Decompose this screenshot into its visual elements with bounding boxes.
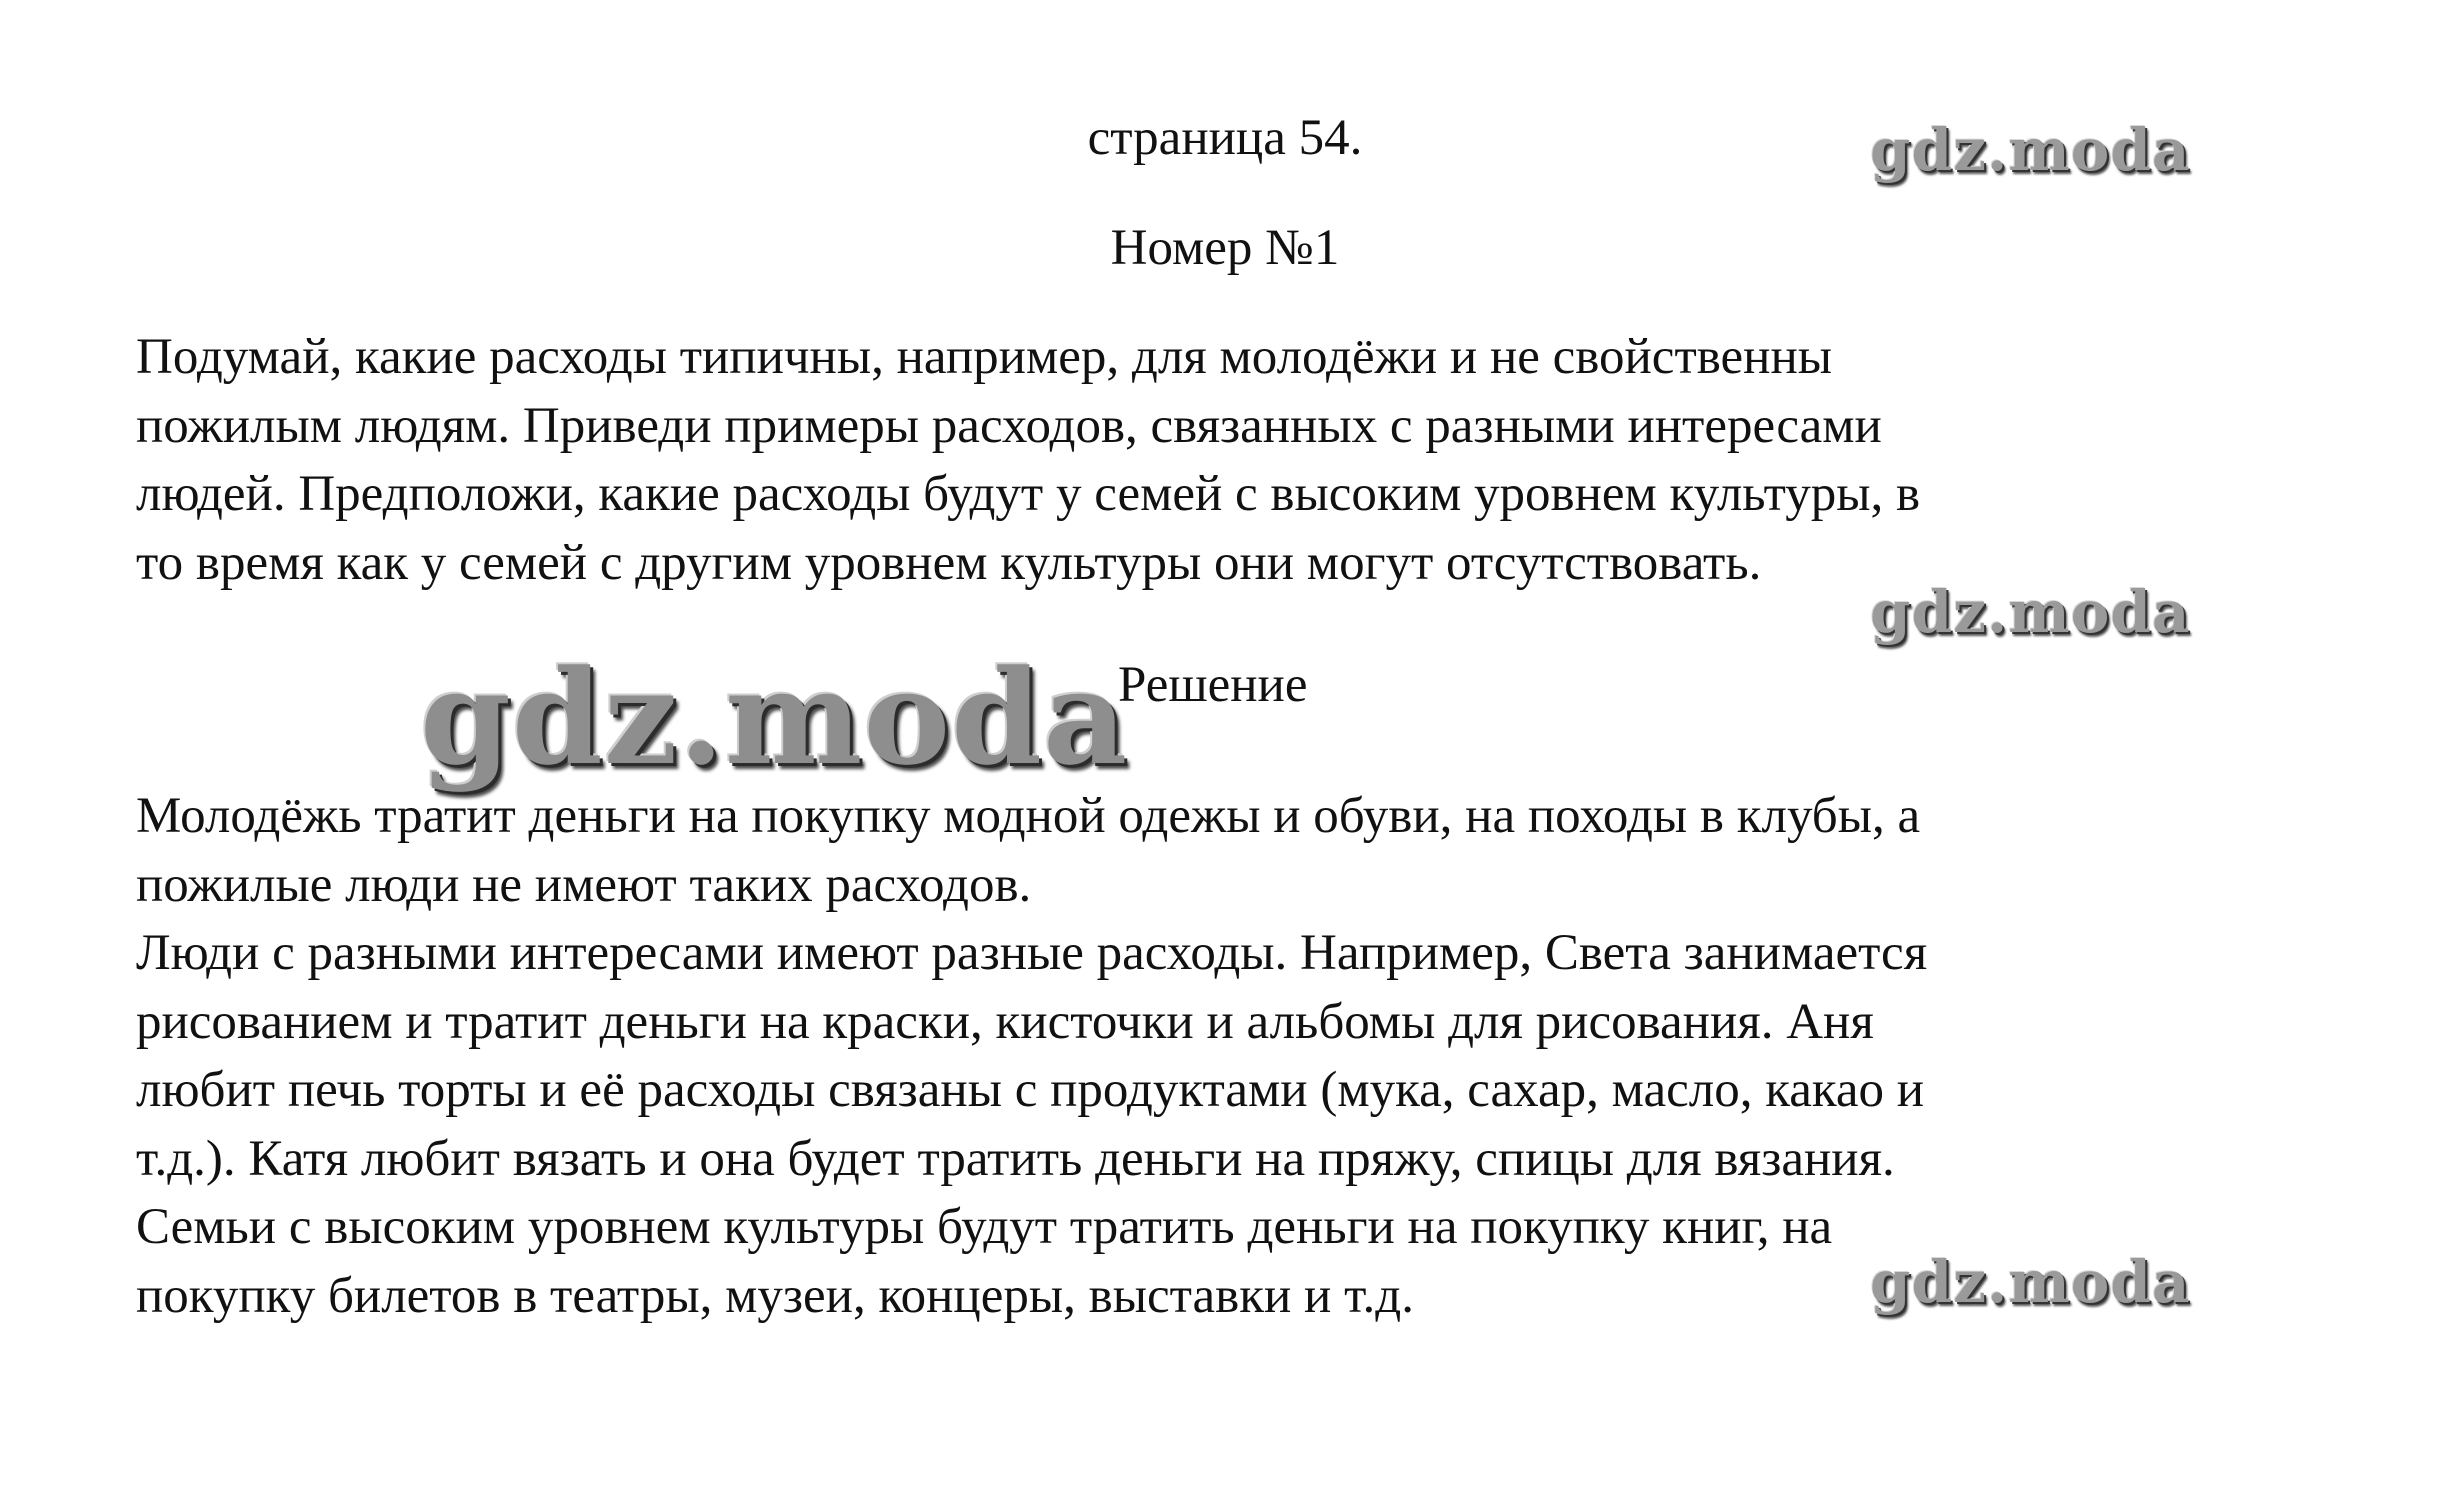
page-number-heading: страница 54. [1087, 110, 1363, 166]
solution-line: т.д.). Катя любит вязать и она будет тратить деньги на пряжу, спицы для вязания. [136, 1130, 1895, 1187]
watermark-logo: gdz.moda [1870, 116, 2191, 184]
solution-heading: Решение [1118, 657, 1308, 713]
solution-line: Семьи с высоким уровнем культуры будут тратить деньги на покупку книг, на [136, 1199, 1833, 1255]
solution-line: Люди с разными интересами имеют разные расходы. Например, Света занимается [136, 925, 1928, 981]
task-number-heading: Номер №1 [1110, 220, 1340, 276]
task-line: пожилым людям. Приведи примеры расходов, связанных с разными интересами [136, 397, 1882, 454]
task-line: Подумай, какие расходы типичны, например, для молодёжи и не свойственны [136, 329, 1832, 385]
solution-line: Молодёжь тратит деньги на покупку модной одежы и обуви, на походы в клубы, а [136, 788, 1921, 844]
watermark-logo: gdz.moda [1870, 1248, 2191, 1316]
solution-line: рисованием и тратит деньги на краски, кисточки и альбомы для рисования. Аня [136, 993, 1874, 1050]
watermark-logo: gdz.moda [420, 641, 1129, 794]
solution-line: пожилые люди не имеют таких расходов. [136, 856, 1032, 913]
solution-line: любит печь торты и её расходы связаны с продуктами (мука, сахар, масло, какао и [136, 1062, 1925, 1118]
task-text [136, 323, 2396, 597]
watermark-logo: gdz.moda [1870, 578, 2191, 646]
solution-line: покупку билетов в театры, музеи, концеры, выставки и т.д. [136, 1267, 1414, 1324]
task-line: людей. Предположи, какие расходы будут у семей с высоким уровнем культуры, в [136, 466, 1921, 522]
task-line: то время как у семей с другим уровнем культуры они могут отсутствовать. [136, 534, 1762, 591]
